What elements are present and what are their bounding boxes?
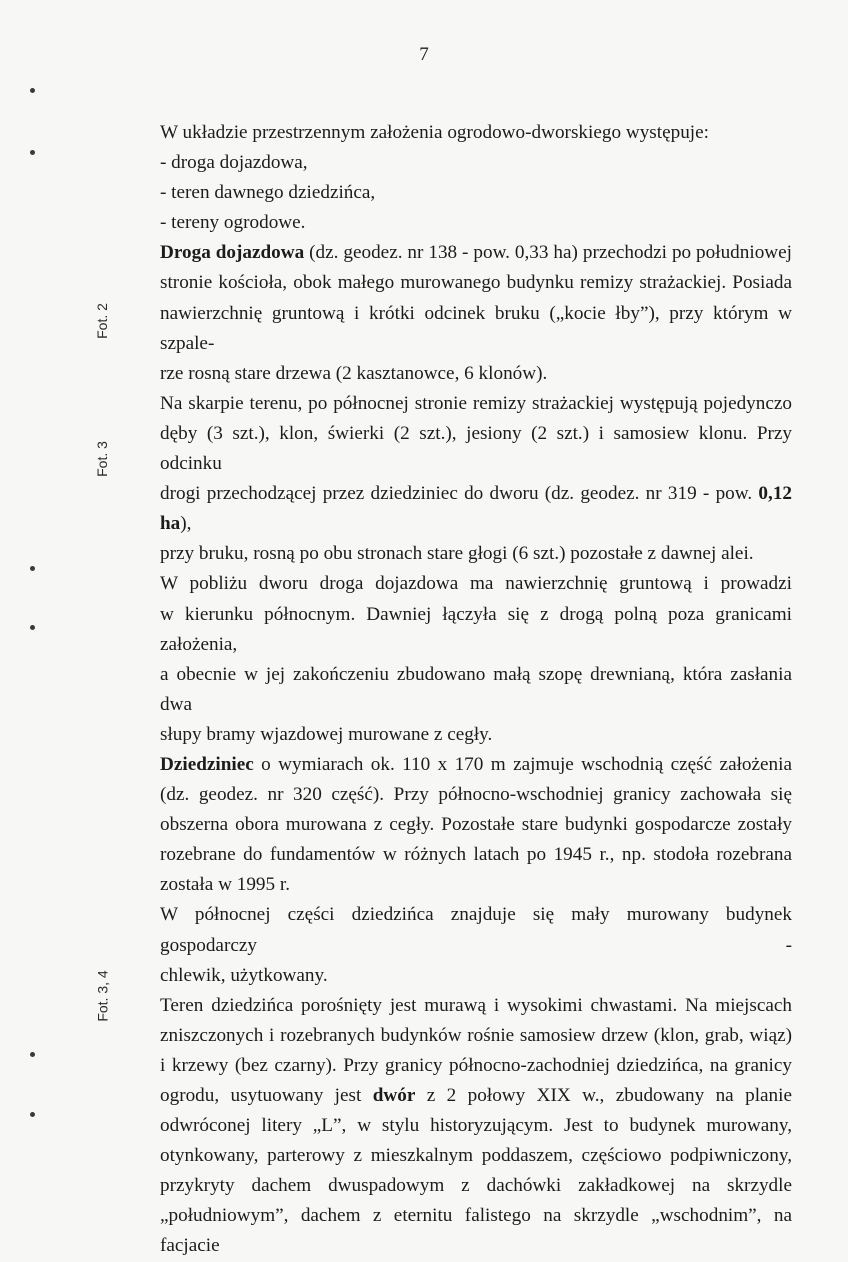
text-line (160, 299, 792, 359)
scan-dot (30, 625, 35, 630)
document-body (160, 118, 792, 1262)
bold-term: dwór (372, 1085, 416, 1106)
text-line (160, 900, 792, 960)
line-text: W pobliżu dworu droga dojazdowa ma nawierzchnię gruntową i prowadzi (160, 573, 792, 595)
text-line (160, 238, 792, 268)
text-line (160, 539, 792, 569)
line-text: stronie kościoła, obok małego murowanego budynku remizy strażackiej. Posiada (160, 272, 792, 294)
text-line (160, 1141, 792, 1171)
line-text: odwróconej litery „L”, w stylu historyzującym. Jest to budynek murowany, (160, 1115, 792, 1137)
text-line (160, 268, 792, 298)
text-line (160, 660, 792, 720)
text-line (160, 208, 792, 238)
text-line (160, 600, 792, 660)
line-text: zniszczonych i rozebranych budynków rośnie samosiew drzew (klon, grab, wiąz) (160, 1024, 792, 1046)
text-line (160, 991, 792, 1021)
line-text: słupy bramy wjazdowej murowane z cegły. (160, 723, 493, 745)
scan-dot (30, 150, 35, 155)
margin-label-fot-2: Fot. 2 (93, 303, 110, 339)
text-line (160, 118, 792, 148)
text-line (160, 178, 792, 208)
line-text: obszerna obora murowana z cegły. Pozostałe stare budynki gospodarcze zostały (160, 814, 792, 836)
bold-heading: Dziedziniec (160, 753, 254, 775)
line-tail: ), (180, 513, 192, 535)
text-line (160, 1201, 792, 1261)
line-text: (dz. geodez. nr 138 - pow. 0,33 ha) przechodzi po południowej (304, 242, 792, 264)
line-text: została w 1995 r. (160, 874, 291, 896)
text-line (160, 961, 792, 991)
line-text: Na skarpie terenu, po północnej stronie remizy strażackiej występują pojedynczo (160, 392, 792, 414)
scan-dot (30, 566, 35, 571)
text-line (160, 148, 792, 178)
line-text: nawierzchnię gruntową i krótki odcinek bruku („kocie łby”), przy którym w szpale- (160, 302, 792, 354)
text-line (160, 750, 792, 780)
line-tail: z 2 połowy XIX w., zbudowany na planie (415, 1085, 792, 1106)
line-text: otynkowany, parterowy z mieszkalnym poddaszem, częściowo podpiwniczony, (160, 1145, 792, 1167)
line-text: rozebrane do fundamentów w różnych latach po 1945 r., np. stodoła rozebrana (160, 844, 792, 866)
text-line (160, 1111, 792, 1141)
line-text: ogrodu, usytuowany jest (160, 1085, 373, 1106)
scan-dot (30, 1052, 35, 1057)
text-line (160, 840, 792, 870)
text-line (160, 389, 792, 419)
line-text: - tereny ogrodowe. (160, 212, 306, 234)
scan-dot (30, 1112, 35, 1117)
margin-label-fot-3: Fot. 3 (93, 441, 110, 477)
line-text: - droga dojazdowa, (160, 152, 308, 174)
text-line (160, 720, 792, 750)
line-text: o wymiarach ok. 110 x 170 m zajmuje wschodnią część założenia (253, 753, 792, 775)
margin-label-fot-3-4: Fot. 3, 4 (94, 970, 111, 1022)
text-line (160, 569, 792, 599)
text-line (160, 1171, 792, 1201)
text-line (160, 479, 792, 539)
line-text: i krzewy (bez czarny). Przy granicy północno-zachodniej dziedzińca, na granicy (160, 1054, 792, 1076)
line-text: drogi przechodzącej przez dziedziniec do dworu (dz. geodez. nr 319 - pow. (160, 483, 759, 505)
text-line (160, 419, 792, 479)
bold-heading: Droga dojazdowa (160, 242, 305, 264)
line-text: W układzie przestrzennym założenia ogrodowo-dworskiego występuje: (160, 122, 709, 143)
line-text: a obecnie w jej zakończeniu zbudowano małą szopę drewnianą, która zasłania dwa (160, 663, 792, 715)
text-line (160, 810, 792, 840)
line-text: Teren dziedzińca porośnięty jest murawą i wysokimi chwastami. Na miejscach (160, 994, 792, 1016)
line-text: przykryty dachem dwuspadowym z dachówki zakładkowej na skrzydle (160, 1175, 792, 1197)
bold-value: 0,12 ha (160, 483, 792, 535)
line-text: dęby (3 szt.), klon, świerki (2 szt.), jesiony (2 szt.) i samosiew klonu. Przy odcinku (160, 422, 792, 475)
text-line (160, 1051, 792, 1081)
line-text: rze rosną stare drzewa (2 kasztanowce, 6 klonów). (160, 362, 548, 384)
line-text: - teren dawnego dziedzińca, (160, 182, 376, 204)
text-line (160, 359, 792, 389)
text-line (160, 870, 792, 900)
line-text: przy bruku, rosną po obu stronach stare głogi (6 szt.) pozostałe z dawnej alei. (160, 543, 754, 565)
line-text: (dz. geodez. nr 320 część). Przy północno-wschodniej granicy zachowała się (160, 784, 792, 806)
page-number: 7 (419, 44, 429, 65)
line-text: „południowym”, dachem z eternitu falistego na skrzydle „wschodnim”, na facjacie (160, 1205, 792, 1257)
text-line (160, 780, 792, 810)
line-text: W północnej części dziedzińca znajduje się mały murowany budynek gospodarczy - (160, 904, 792, 956)
scan-dot (30, 88, 35, 93)
text-line (160, 1081, 792, 1111)
line-text: chlewik, użytkowany. (160, 964, 328, 986)
text-line (160, 1021, 792, 1051)
line-text: w kierunku północnym. Dawniej łączyła się z drogą polną poza granicami założenia, (160, 603, 792, 655)
